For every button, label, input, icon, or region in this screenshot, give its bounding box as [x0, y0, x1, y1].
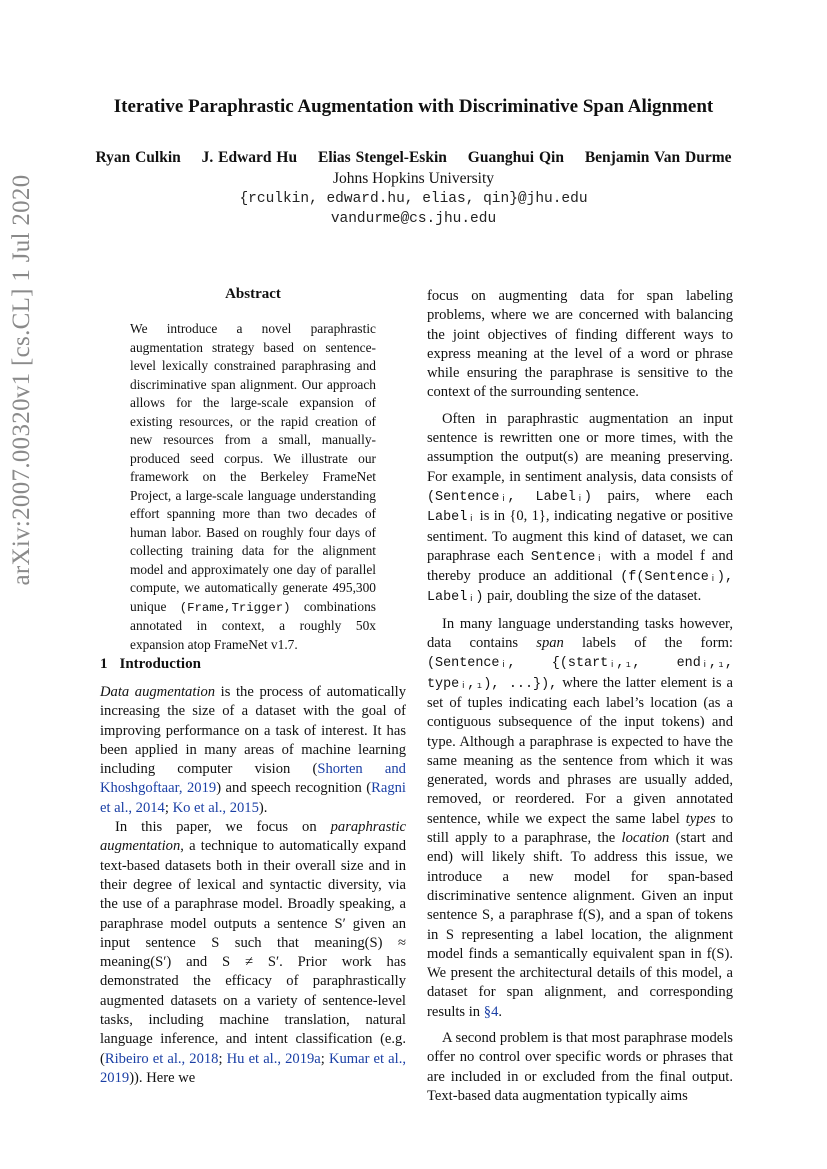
author: Elias Stengel-Eskin [317, 149, 447, 166]
citation-link[interactable]: Kumar et al., 2019 [100, 1050, 407, 1086]
abstract-heading: Abstract [225, 286, 281, 302]
section-heading-introduction: 1 Introduction [100, 656, 201, 672]
paragraph: A second problem is that most paraphrase models offer no control over specific words or phrases that are included in or excluded from the final output. Text-based data augmentation typically aims [427, 1029, 733, 1104]
paragraph: focus on augmenting data for span labeling problems, where we are concerned with balancing the joint objectives of finding different ways to express meaning at the level of a word or phrase while ensuring the paraphrase is sensitive to the context of the surrounding sentence. [427, 288, 733, 401]
email-line: vandurme@cs.jhu.edu [330, 211, 497, 227]
span-label-formula: (Sentenceᵢ, {(startᵢ,₁, endᵢ,₁, typeᵢ,₁), ...}), [427, 656, 733, 692]
affiliation: Johns Hopkins University [332, 170, 495, 187]
paragraph: In many language understanding tasks however, data contains span labels of the form: (Sentenceᵢ, {(startᵢ,₁, endᵢ,₁, typeᵢ,₁), ...}), where the latter element is a set of tuples indicating each label’s location (as a contiguous subsequence of the input tokens) and type. Although a paraphrase is expected to have the same meaning as the sentence from which it was generated, words and phrases are usually added, removed, or reordered. For a given annotated sentence, while we expect the same label types to still apply to a paraphrase, the location (start and end) will likely shift. To address this issue, we introduce a new model for span-based discriminative sentence alignment. Given an input sentence S, a paraphrase f(S), and a span of tokens in S representing a label location, the alignment model finds a semantically equivalent span in f(S). We present the architectural details of this model, a dataset for span alignment, and corresponding results in §4. [427, 615, 734, 1020]
author: Ryan Culkin [95, 149, 181, 166]
citation-link[interactable]: Shorten and Khoshgoftaar, 2019 [100, 761, 406, 797]
author-list [60, 149, 767, 167]
author: Guanghui Qin [467, 149, 564, 166]
citation-link[interactable]: Ko et al., 2015 [172, 799, 259, 816]
citation-link[interactable]: Hu et al., 2019a [226, 1050, 321, 1067]
author: J. Edward Hu [201, 149, 298, 166]
frame-trigger-pair: (Frame,Trigger) [179, 600, 291, 615]
section-ref-link[interactable]: §4 [483, 1003, 499, 1020]
abstract-body: We introduce a novel paraphrastic augmentation strategy based on sentence-level lexically constrained paraphrasing and discriminative span alignment. Our approach allows for the large-scale expansion of existing resources, or the rapid creation of new resources from a small, manually-produced seed corpus. We illustrate our framework on the Berkeley FrameNet Project, a large-scale language understanding effort spanning more than two decades of human labor. Based on roughly four days of collecting training data for the alignment model and approximately one day of parallel compute, we automatically generate 495,300 unique (Frame,Trigger) combinations annotated in context, a roughly 50x expansion atop FrameNet v1.7. [130, 321, 376, 652]
citation-link[interactable]: Ribeiro et al., 2018 [104, 1050, 219, 1067]
author: Benjamin Van Durme [584, 149, 732, 166]
right-column-body [427, 287, 733, 1106]
email-line: {rculkin, edward.hu, elias, qin}@jhu.edu [239, 191, 588, 207]
paragraph: In this paper, we focus on paraphrastic augmentation, a technique to automatically expand text-based datasets both in their overall size and in their degree of lexical and syntactic diversity, via the use of a paraphrase model. Broadly speaking, a paraphrase model outputs a sentence S′ given an input sentence S such that meaning(S) ≈ meaning(S′) and S ≠ S′. Prior work has demonstrated the efficacy of paraphrastically augmented datasets on a variety of sentence-level tasks, including machine translation, natural language inference, and intent classification (e.g. (Ribeiro et al., 2018; Hu et al., 2019a; Kumar et al., 2019)). Here we [100, 819, 407, 1086]
paragraph: Data augmentation is the process of automatically increasing the size of a dataset with the goal of improving performance on a task of interest. It has been applied in many areas of machine learning including computer vision (Shorten and Khoshgoftaar, 2019) and speech recognition (Ragni et al., 2014; Ko et al., 2015). [100, 684, 406, 816]
introduction-body [100, 683, 406, 1088]
citation-link[interactable]: Ragni et al., 2014 [100, 780, 406, 816]
paper-title: Iterative Paraphrastic Augmentation with Discriminative Span Alignment [113, 96, 714, 117]
paragraph: Often in paraphrastic augmentation an input sentence is rewritten one or more times, with the assumption the output(s) are meaning preserving. For example, in sentiment analysis, data consists of (Sentenceᵢ, Labelᵢ) pairs, where each Labelᵢ is in {0, 1}, indicating negative or positive sentiment. To augment this kind of dataset, we can paraphrase each Sentenceᵢ with a model f and thereby produce an additional (f(Sentenceᵢ), Labelᵢ) pair, doubling the size of the dataset. [427, 410, 734, 606]
